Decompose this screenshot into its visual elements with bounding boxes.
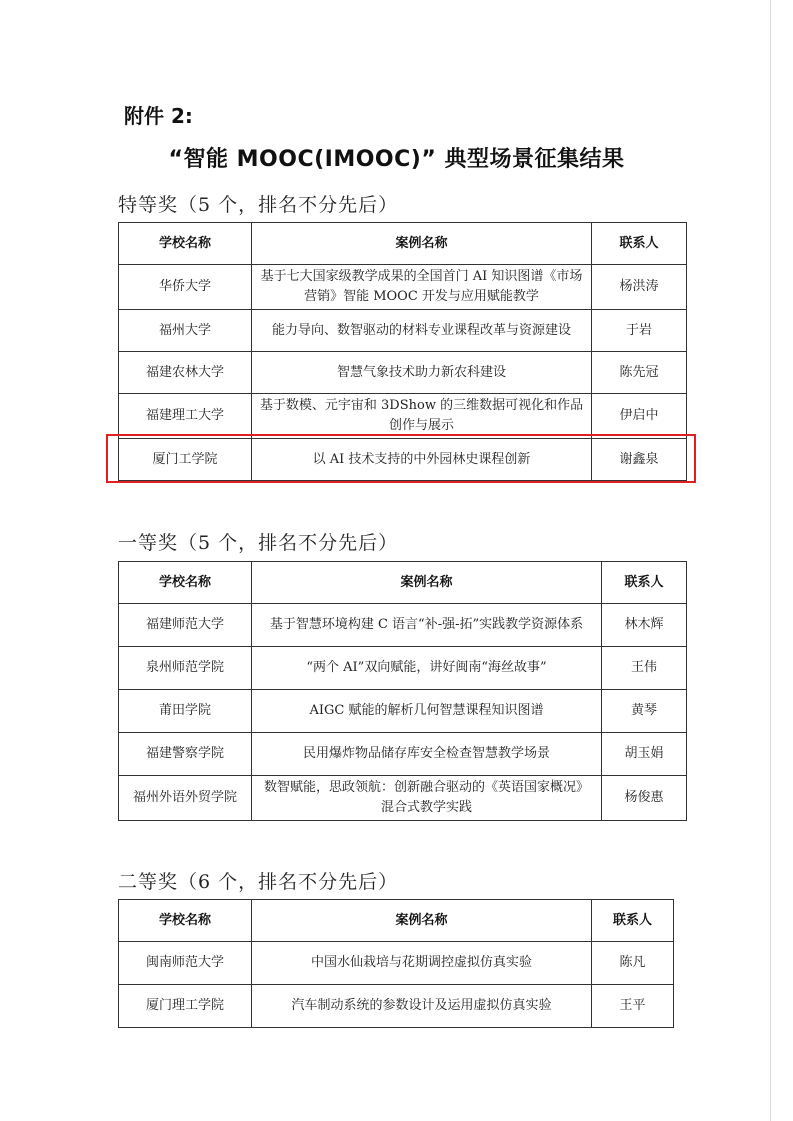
case-cell: 基于数模、元宇宙和 3DShow 的三维数据可视化和作品创作与展示 xyxy=(252,394,592,439)
table-row xyxy=(119,942,674,985)
annex-label: 附件 2: xyxy=(124,104,193,128)
highlight-box xyxy=(106,434,696,483)
column-header-school: 学校名称 xyxy=(119,900,252,942)
table-row xyxy=(119,352,687,394)
contact-cell: 王平 xyxy=(592,985,674,1028)
case-cell: AIGC 赋能的解析几何智慧课程知识图谱 xyxy=(252,690,602,733)
school-cell: 福建师范大学 xyxy=(119,604,252,647)
school-cell: 厦门理工学院 xyxy=(119,985,252,1028)
contact-cell: 伊启中 xyxy=(592,394,687,439)
first-prize-table xyxy=(118,561,687,821)
table-row xyxy=(119,733,687,776)
case-cell: 以 AI 技术支持的中外园林史课程创新 xyxy=(252,439,592,481)
document-title: “智能 MOOC(IMOOC)” 典型场景征集结果 xyxy=(168,147,625,172)
column-header-contact: 联系人 xyxy=(602,562,687,604)
table-row xyxy=(119,985,674,1028)
table-row xyxy=(119,394,687,439)
table-row xyxy=(119,647,687,690)
contact-cell: 黄琴 xyxy=(602,690,687,733)
school-cell: 华侨大学 xyxy=(119,265,252,310)
school-cell: 福州大学 xyxy=(119,310,252,352)
contact-cell: 陈凡 xyxy=(592,942,674,985)
contact-cell: 王伟 xyxy=(602,647,687,690)
table-row xyxy=(119,604,687,647)
first-prize-heading: 一等奖（5 个，排名不分先后） xyxy=(118,532,399,554)
case-cell: 能力导向、数智驱动的材料专业课程改革与资源建设 xyxy=(252,310,592,352)
case-cell: 基于七大国家级教学成果的全国首门 AI 知识图谱《市场营销》智能 MOOC 开发与应用赋能教学 xyxy=(252,265,592,310)
table-header-row xyxy=(119,223,687,265)
school-cell: 福建农林大学 xyxy=(119,352,252,394)
table-header-row xyxy=(119,562,687,604)
column-header-school: 学校名称 xyxy=(119,562,252,604)
table-row xyxy=(119,690,687,733)
case-cell: “两个 AI”双向赋能，讲好闽南“海丝故事” xyxy=(252,647,602,690)
case-cell: 民用爆炸物品储存库安全检查智慧教学场景 xyxy=(252,733,602,776)
contact-cell: 杨洪涛 xyxy=(592,265,687,310)
column-header-contact: 联系人 xyxy=(592,900,674,942)
school-cell: 闽南师范大学 xyxy=(119,942,252,985)
case-cell: 基于智慧环境构建 C 语言“补-强-拓”实践教学资源体系 xyxy=(252,604,602,647)
school-cell: 福州外语外贸学院 xyxy=(119,776,252,821)
case-cell: 中国水仙栽培与花期调控虚拟仿真实验 xyxy=(252,942,592,985)
column-header-case: 案例名称 xyxy=(252,562,602,604)
column-header-school: 学校名称 xyxy=(119,223,252,265)
school-cell: 泉州师范学院 xyxy=(119,647,252,690)
table-row xyxy=(119,265,687,310)
school-cell: 厦门工学院 xyxy=(119,439,252,481)
special-prize-heading: 特等奖（5 个，排名不分先后） xyxy=(118,194,399,216)
column-header-contact: 联系人 xyxy=(592,223,687,265)
contact-cell: 于岩 xyxy=(592,310,687,352)
second-prize-table xyxy=(118,899,674,1028)
case-cell: 汽车制动系统的参数设计及运用虚拟仿真实验 xyxy=(252,985,592,1028)
second-prize-heading: 二等奖（6 个，排名不分先后） xyxy=(118,871,399,893)
contact-cell: 林木辉 xyxy=(602,604,687,647)
table-row xyxy=(119,776,687,821)
column-header-case: 案例名称 xyxy=(252,900,592,942)
contact-cell: 杨俊惠 xyxy=(602,776,687,821)
contact-cell: 谢鑫泉 xyxy=(592,439,687,481)
contact-cell: 陈先冠 xyxy=(592,352,687,394)
table-row xyxy=(119,310,687,352)
table-header-row xyxy=(119,900,674,942)
school-cell: 莆田学院 xyxy=(119,690,252,733)
contact-cell: 胡玉娟 xyxy=(602,733,687,776)
school-cell: 福建警察学院 xyxy=(119,733,252,776)
case-cell: 智慧气象技术助力新农科建设 xyxy=(252,352,592,394)
column-header-case: 案例名称 xyxy=(252,223,592,265)
school-cell: 福建理工大学 xyxy=(119,394,252,439)
case-cell: 数智赋能，思政领航：创新融合驱动的《英语国家概况》混合式教学实践 xyxy=(252,776,602,821)
